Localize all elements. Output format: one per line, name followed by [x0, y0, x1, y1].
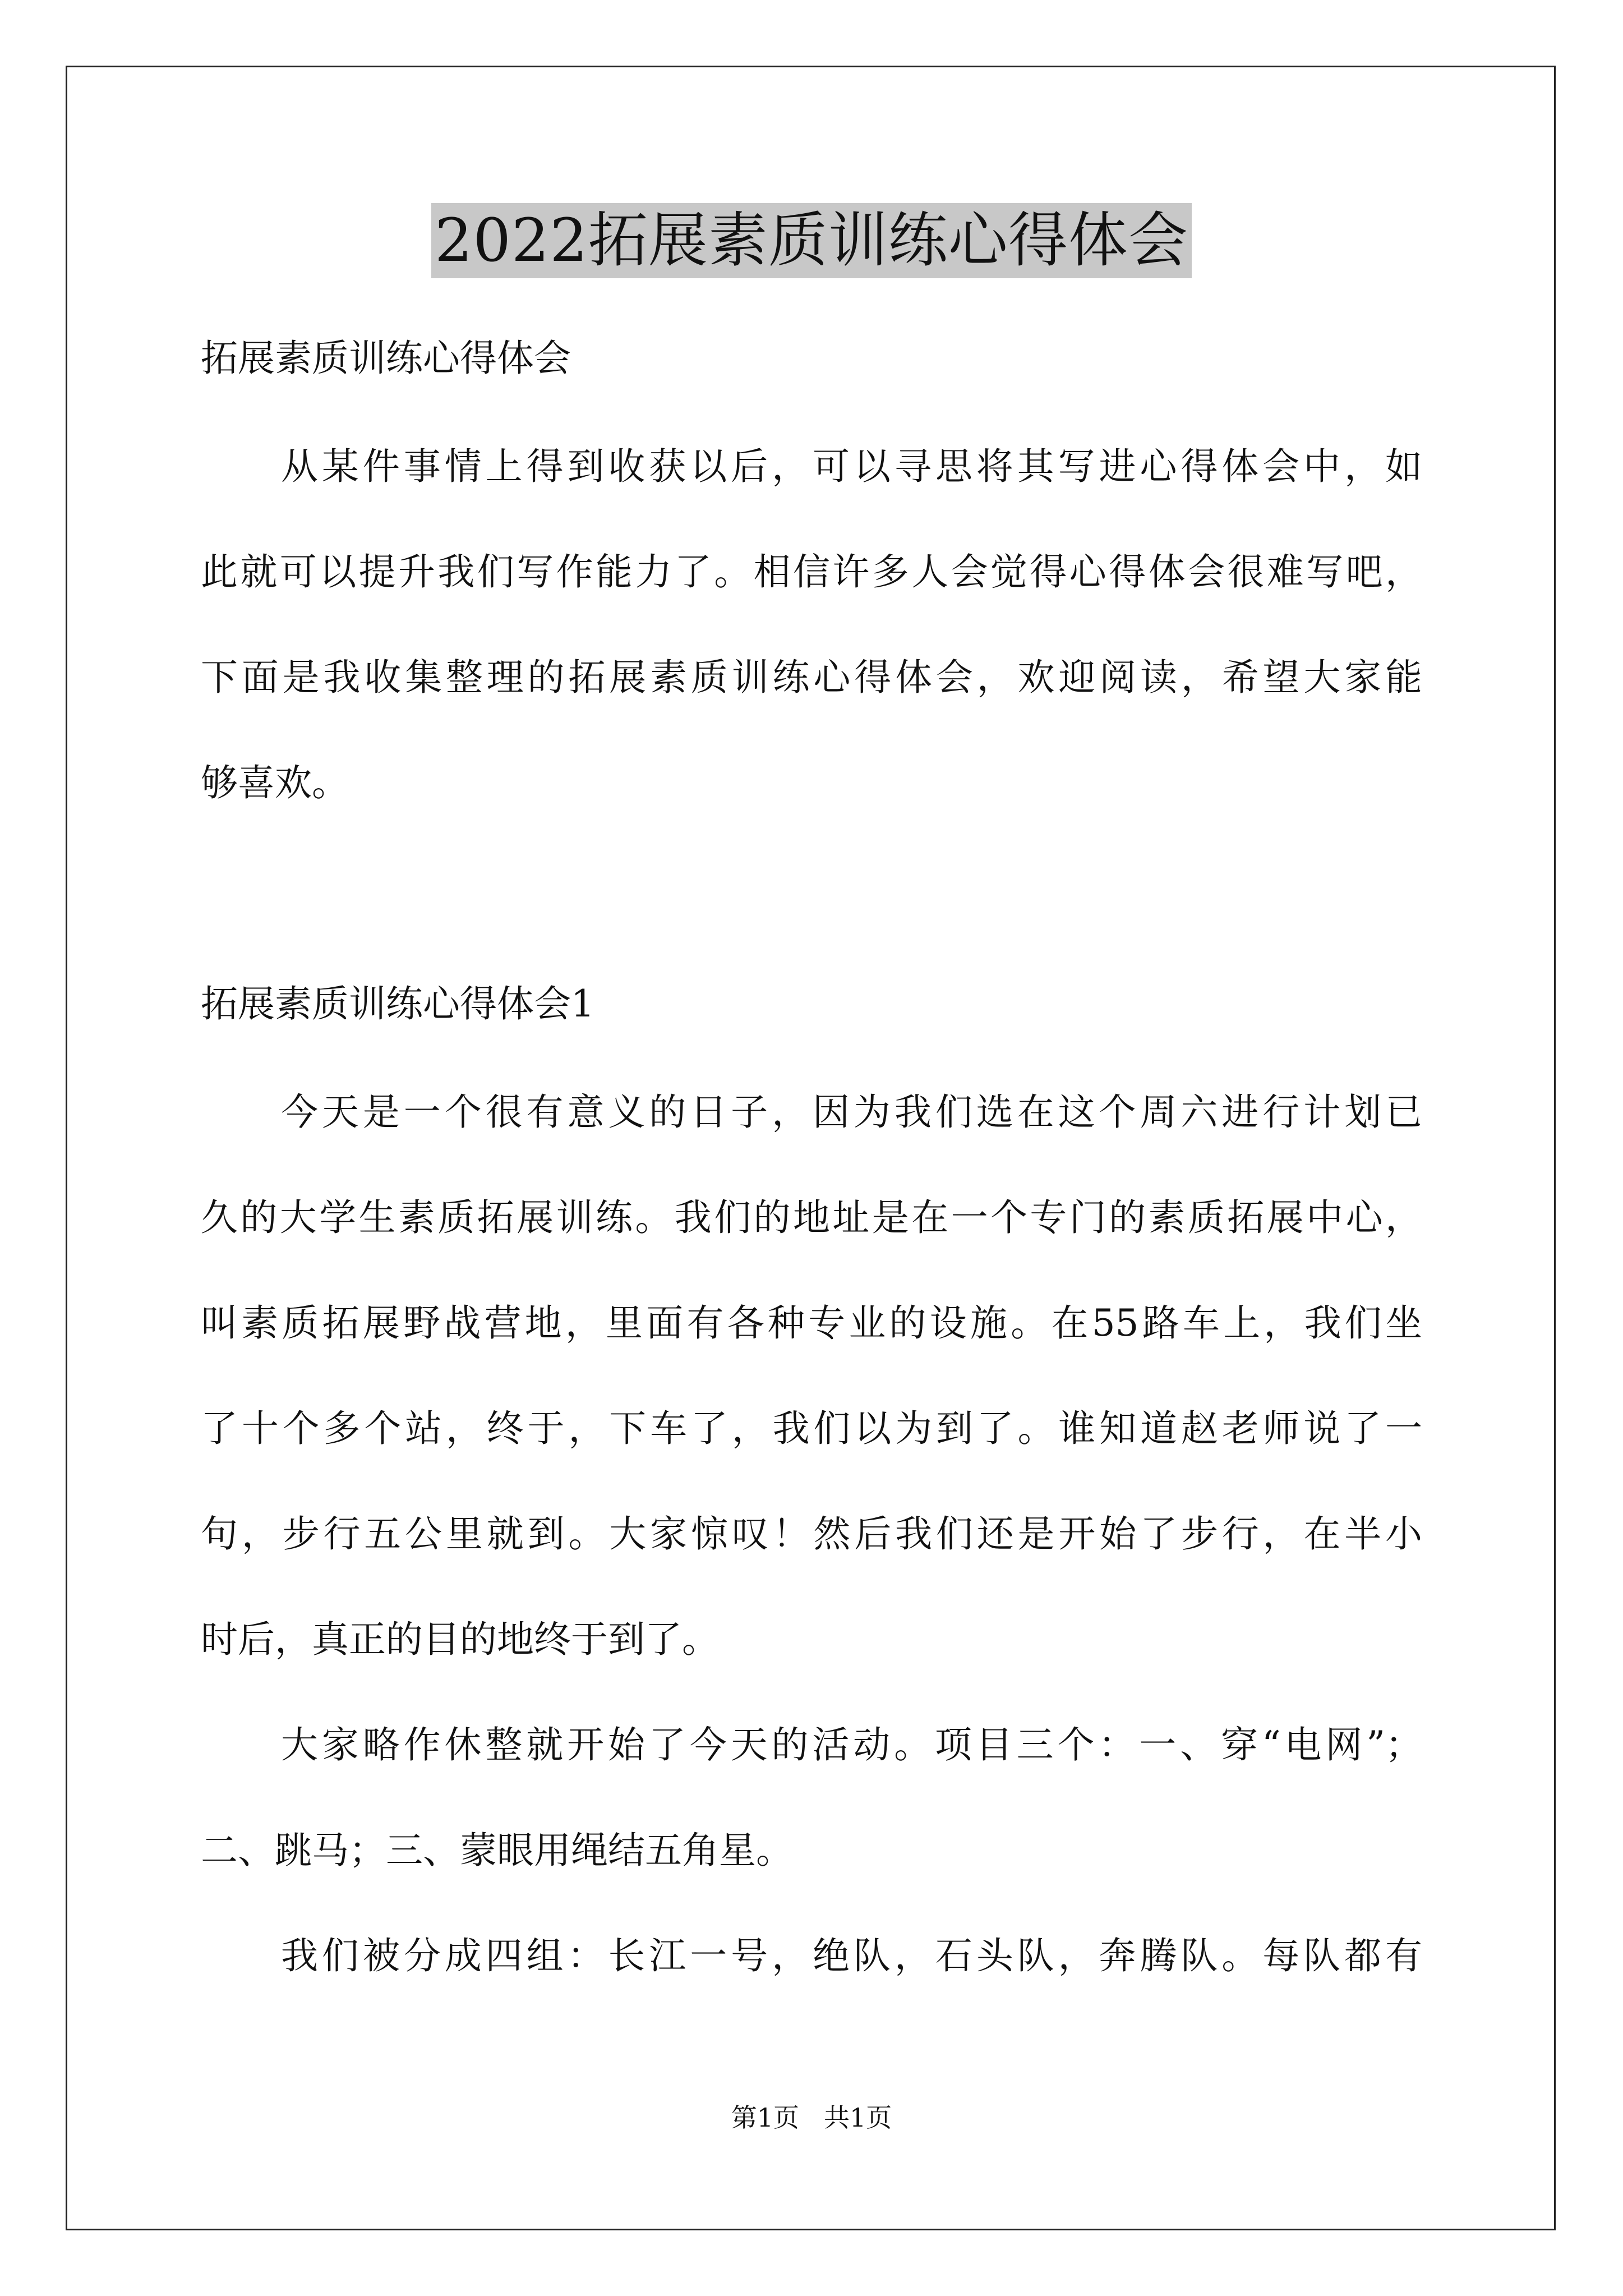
intro-line-3: 下面是我收集整理的拓展素质训练心得体会，欢迎阅读，希望大家能: [201, 656, 1422, 699]
section-heading: 拓展素质训练心得体会1: [201, 982, 594, 1025]
page-total: 共1页: [824, 2102, 892, 2133]
page-number: 第1页: [731, 2102, 799, 2133]
p1-line-3: 叫素质拓展野战营地，里面有各种专业的设施。在55路车上，我们坐: [201, 1301, 1422, 1345]
intro-line-1: 从某件事情上得到收获以后，可以寻思将其写进心得体会中，如: [281, 445, 1422, 488]
intro-heading: 拓展素质训练心得体会: [201, 337, 571, 380]
p1-line-2: 久的大学生素质拓展训练。我们的地址是在一个专门的素质拓展中心，: [201, 1196, 1422, 1239]
title-container: [0, 203, 1623, 278]
p1-line-4: 了十个多个站，终于，下车了，我们以为到了。谁知道赵老师说了一: [201, 1407, 1422, 1450]
page-footer: [0, 2101, 1623, 2134]
p2-line-1: 大家略作休整就开始了今天的活动。项目三个：一、穿“电网”；: [281, 1723, 1422, 1766]
p1-line-1: 今天是一个很有意义的日子，因为我们选在这个周六进行计划已: [281, 1091, 1422, 1134]
p1-line-6: 时后，真正的目的地终于到了。: [201, 1618, 719, 1661]
intro-line-2: 此就可以提升我们写作能力了。相信许多人会觉得心得体会很难写吧，: [201, 550, 1422, 593]
document-title: 2022拓展素质训练心得体会: [431, 203, 1192, 278]
p3-line-1: 我们被分成四组：长江一号，绝队，石头队，奔腾队。每队都有: [281, 1934, 1422, 1977]
p1-line-5: 句，步行五公里就到。大家惊叹！然后我们还是开始了步行，在半小: [201, 1512, 1422, 1556]
p2-line-2: 二、跳马；三、蒙眼用绳结五角星。: [201, 1829, 793, 1872]
intro-line-4: 够喜欢。: [201, 761, 349, 804]
page-border: [66, 66, 1556, 2230]
